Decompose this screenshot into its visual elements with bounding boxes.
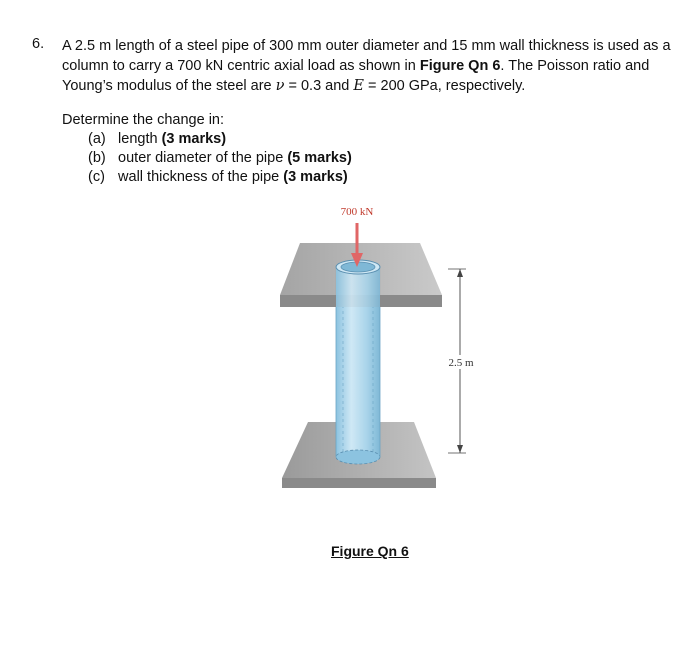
figure-caption: Figure Qn 6 bbox=[331, 543, 409, 559]
load-label: 700 kN bbox=[340, 206, 374, 218]
determine-intro: Determine the change in: bbox=[62, 112, 225, 128]
part-a bbox=[88, 131, 226, 147]
youngs-value: = 200 GPa, respectively. bbox=[363, 78, 526, 94]
part-text: wall thickness of the pipe bbox=[118, 169, 284, 185]
part-marks: (3 marks) bbox=[161, 131, 227, 147]
poisson-value: = 0.3 and bbox=[284, 78, 354, 94]
part-marks: (3 marks) bbox=[283, 169, 348, 185]
question-text-1: A 2.5 m length of a steel pipe of 300 mm outer diameter and 15 mm wall thickness is used as a column to carry a 700 kN centric axial load as shown in bbox=[62, 38, 671, 74]
part-text: outer diameter of the pipe bbox=[118, 150, 288, 166]
part-c bbox=[88, 169, 348, 185]
pipe-column-figure bbox=[270, 195, 490, 505]
part-b bbox=[88, 150, 352, 166]
figure-reference: Figure Qn 6 bbox=[419, 58, 501, 74]
question-number: 6. bbox=[32, 36, 45, 52]
part-marks: (5 marks) bbox=[287, 150, 352, 166]
youngs-symbol: E bbox=[353, 78, 364, 94]
part-label: (c) bbox=[88, 169, 105, 185]
poisson-symbol: ν bbox=[275, 78, 285, 94]
pipe-top bbox=[336, 260, 380, 307]
part-text: length bbox=[118, 131, 162, 147]
length-label: 2.5 m bbox=[448, 357, 474, 369]
part-label: (a) bbox=[88, 131, 106, 147]
part-label: (b) bbox=[88, 150, 106, 166]
question-text-2: . The Poisson ratio and Young’s modulus of the steel are bbox=[62, 58, 650, 94]
question-text bbox=[62, 36, 672, 96]
